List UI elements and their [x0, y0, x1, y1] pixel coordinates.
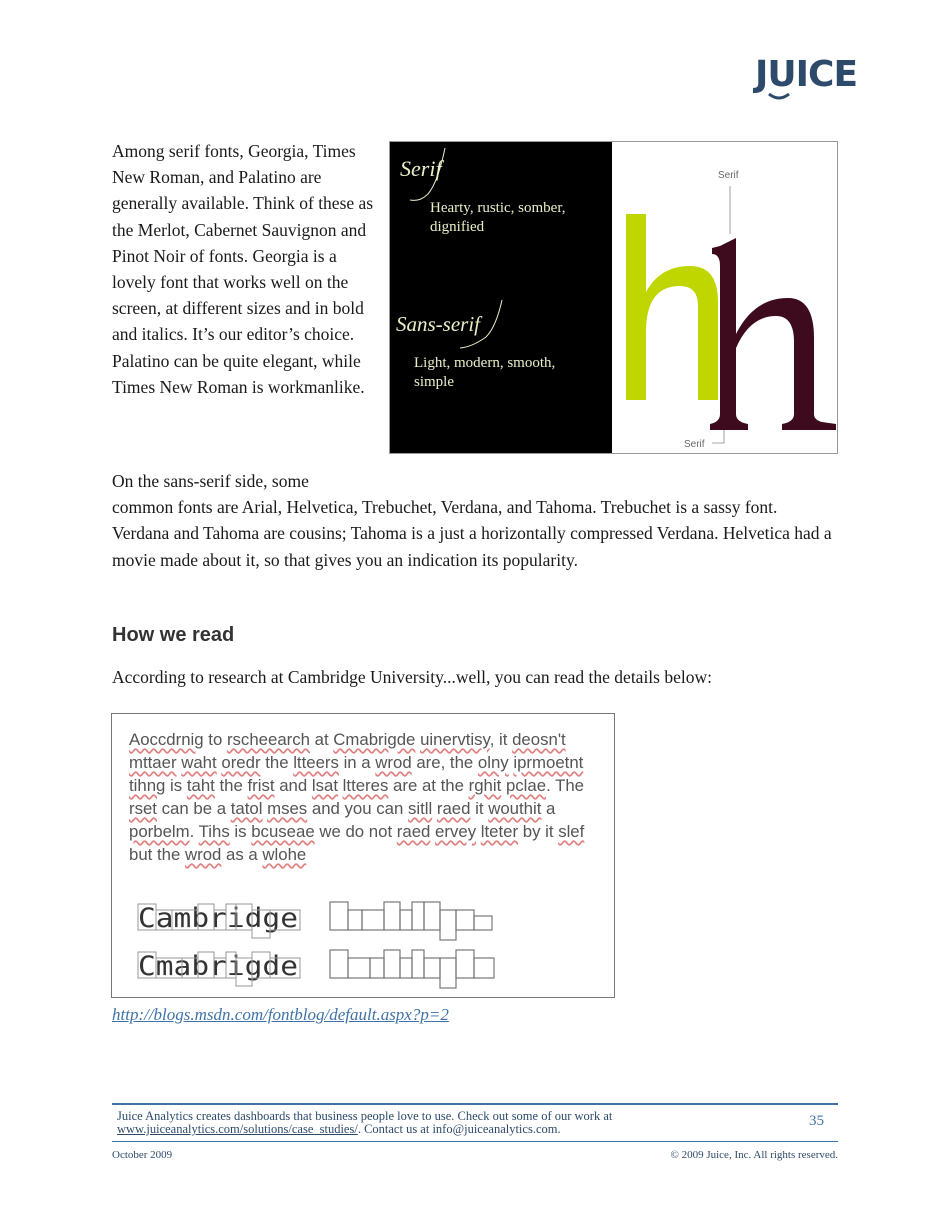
sans-title: Sans-serif: [396, 312, 480, 336]
misspelled-word: mses: [267, 799, 308, 818]
cambridge-figure: [111, 713, 615, 998]
juice-logo: [755, 54, 858, 104]
footer-line1: Juice Analytics creates dashboards that business people love to use. Check out some of our work at: [117, 1109, 613, 1123]
text-fragment: as a: [221, 845, 263, 864]
misspelled-word: sitll: [407, 799, 433, 818]
text-fragment: at: [309, 730, 334, 749]
text-fragment: , it: [489, 730, 513, 749]
text-fragment: in a: [338, 753, 376, 772]
serif-label-top: Serif: [718, 170, 739, 181]
logo-text: JUICE: [755, 54, 858, 95]
misspelled-word: ltteres: [342, 776, 389, 795]
section-heading: How we read: [112, 624, 235, 646]
misspelled-word: raed: [396, 822, 431, 841]
misspelled-word: Aoccdrnig: [129, 730, 204, 749]
text-fragment: by it: [518, 822, 559, 841]
scrambled-text: [129, 728, 609, 866]
misspelled-word: tatol: [230, 799, 263, 818]
source-link[interactable]: http://blogs.msdn.com/fontblog/default.aspx?p=2: [112, 1005, 449, 1024]
serif-desc-line1: Hearty, rustic, somber,: [430, 200, 566, 216]
misspelled-word: raed: [436, 799, 471, 818]
text-fragment: to: [203, 730, 227, 749]
misspelled-word: frist: [247, 776, 275, 795]
misspelled-word: deosn't: [512, 730, 566, 749]
serif-desc-line2: dignified: [430, 219, 485, 235]
word-correct: Cambridge: [138, 903, 298, 934]
misspelled-word: pclae: [505, 776, 547, 795]
text-fragment: but the: [129, 845, 185, 864]
text-fragment: . The: [546, 776, 585, 795]
text-fragment: is: [229, 822, 252, 841]
misspelled-word: uinervtisy: [420, 730, 490, 749]
misspelled-word: tihng: [129, 776, 166, 795]
misspelled-word: olny: [477, 753, 509, 772]
serif-sans-figure: [389, 141, 838, 454]
sans-serif-paragraph: [112, 468, 832, 573]
figure-dark-panel: [390, 142, 612, 453]
misspelled-word: oredr: [221, 753, 261, 772]
text-fragment: it: [470, 799, 489, 818]
misspelled-word: wlohe: [262, 845, 307, 864]
misspelled-word: lsat: [311, 776, 338, 795]
misspelled-word: mttaer: [129, 753, 177, 772]
text-fragment: a: [541, 799, 556, 818]
word-scrambled: Cmabrigde: [138, 951, 298, 982]
text-fragment: the: [260, 753, 294, 772]
footer-date: October 2009: [112, 1149, 173, 1161]
misspelled-word: porbelm: [129, 822, 190, 841]
misspelled-word: rset: [129, 799, 157, 818]
misspelled-word: slef: [558, 822, 585, 841]
misspelled-word: rscheearch: [226, 730, 310, 749]
misspelled-word: rghit: [468, 776, 502, 795]
misspelled-word: ltteers: [293, 753, 339, 772]
text-fragment: the: [214, 776, 248, 795]
word-shape-scrambled: [138, 950, 494, 988]
word-shape-correct: [138, 902, 492, 940]
footer-top-rule: [112, 1103, 838, 1105]
footer-case-studies-link[interactable]: www.juiceanalytics.com/solutions/case_studies/: [117, 1122, 358, 1136]
misspelled-word: lteter: [480, 822, 519, 841]
text-fragment: and you can: [307, 799, 408, 818]
sans-serif-paragraph-rest: common fonts are Arial, Helvetica, Trebuchet, Verdana, and Tahoma. Trebuchet is a sassy font. Verdana and Tahoma are cousins; Tahoma is a just a horizontally compressed Verdana. Helvetica had a movie made about it, so that gives you an indication its popularity.: [112, 497, 832, 570]
misspelled-word: ervey: [435, 822, 477, 841]
misspelled-word: Tihs: [198, 822, 230, 841]
misspelled-word: bcuseae: [251, 822, 315, 841]
page-number: 35: [809, 1113, 824, 1129]
text-fragment: is: [165, 776, 187, 795]
sans-serif-paragraph-line1: On the sans-serif side, some: [112, 471, 309, 491]
text-fragment: we do not: [314, 822, 397, 841]
text-fragment: and: [274, 776, 312, 795]
misspelled-word: wrod: [184, 845, 222, 864]
misspelled-word: iprmoetnt: [513, 753, 584, 772]
text-fragment: are, the: [411, 753, 478, 772]
footer-contact: . Contact us at info@juiceanalytics.com.: [357, 1122, 561, 1136]
footer-text: [117, 1110, 757, 1136]
footer-copyright: © 2009 Juice, Inc. All rights reserved.: [670, 1149, 838, 1161]
footer-bottom-rule: [112, 1141, 838, 1142]
text-fragment: can be a: [156, 799, 231, 818]
sans-desc-line2: simple: [414, 374, 454, 390]
serif-title: Serif: [400, 156, 442, 181]
text-fragment: are at the: [388, 776, 469, 795]
misspelled-word: Cmabrigde: [333, 730, 416, 749]
misspelled-word: wrod: [375, 753, 412, 772]
misspelled-word: waht: [181, 753, 217, 772]
misspelled-word: taht: [186, 776, 215, 795]
cambridge-intro-paragraph: According to research at Cambridge University...well, you can read the details below:: [112, 667, 712, 687]
text-fragment: .: [189, 822, 199, 841]
sans-desc-line1: Light, modern, smooth,: [414, 355, 556, 371]
intro-paragraph: Among serif fonts, Georgia, Times New Roman, and Palatino are generally available. Think of these as the Merlot, Cabernet Sauvignon and Pinot Noir of fonts. Georgia is a lovely font that works well on the screen, at different sizes and in bold and italics. It’s our editor’s choice. Palatino can be quite elegant, while Times New Roman is workmanlike.: [112, 141, 374, 397]
serif-label-bottom: Serif: [684, 439, 705, 450]
misspelled-word: wouthit: [488, 799, 542, 818]
